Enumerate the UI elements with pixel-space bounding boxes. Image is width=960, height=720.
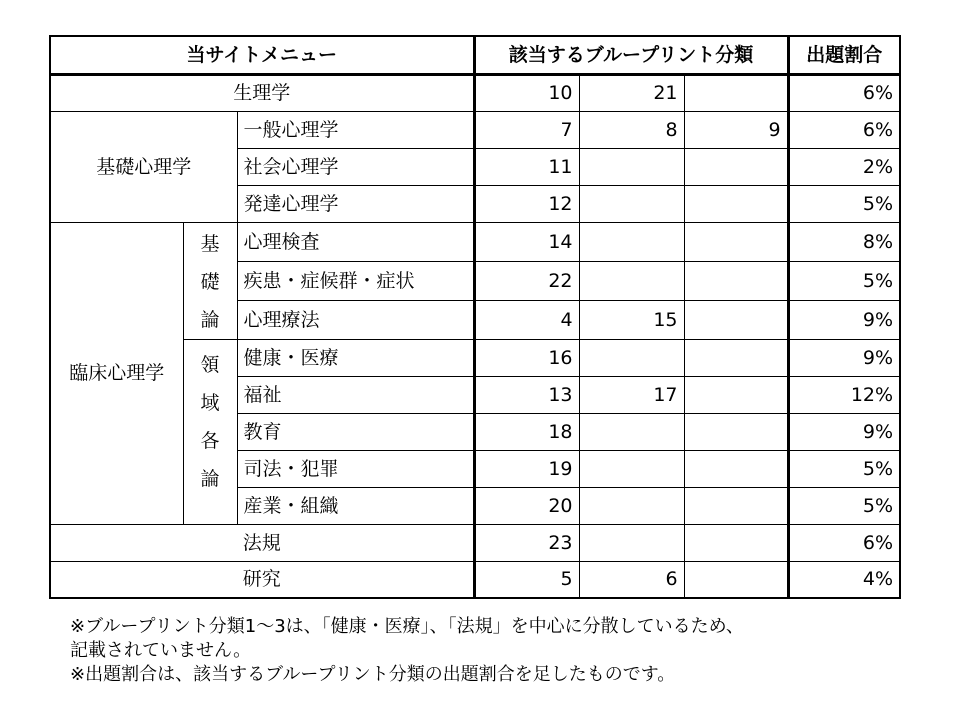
bp-cell bbox=[579, 487, 684, 524]
bp-cell bbox=[684, 561, 788, 598]
row-label: 研究 bbox=[50, 561, 474, 598]
row-label: 一般心理学 bbox=[237, 111, 474, 148]
bp-cell: 23 bbox=[474, 524, 579, 561]
table-row bbox=[50, 222, 900, 261]
ratio-cell: 5% bbox=[788, 185, 900, 222]
table-row bbox=[50, 111, 900, 148]
bp-cell: 19 bbox=[474, 450, 579, 487]
bp-cell bbox=[684, 222, 788, 261]
row-label: 心理検査 bbox=[237, 222, 474, 261]
bp-cell: 7 bbox=[474, 111, 579, 148]
footnote-line: ※出題割合は、該当するブループリント分類の出題割合を足したものです。 bbox=[70, 664, 676, 685]
row-label: 教育 bbox=[237, 413, 474, 450]
bp-cell bbox=[579, 450, 684, 487]
bp-cell: 10 bbox=[474, 74, 579, 111]
row-label: 司法・犯罪 bbox=[237, 450, 474, 487]
blueprint-table-container bbox=[49, 35, 899, 599]
bp-cell bbox=[684, 413, 788, 450]
bp-cell bbox=[684, 524, 788, 561]
footnote-line: ※ブループリント分類1～3は、「健康・医療」、「法規」を中心に分散しているため、 bbox=[70, 616, 744, 637]
subgroup-char: 論 bbox=[200, 308, 220, 331]
bp-cell: 16 bbox=[474, 339, 579, 376]
ratio-cell: 8% bbox=[788, 222, 900, 261]
ratio-cell: 5% bbox=[788, 487, 900, 524]
bp-cell: 4 bbox=[474, 300, 579, 339]
table-row bbox=[50, 524, 900, 561]
header-blueprint: 該当するブループリント分類 bbox=[474, 36, 788, 74]
bp-cell bbox=[684, 376, 788, 413]
subgroup-char: 論 bbox=[200, 467, 220, 490]
ratio-cell: 6% bbox=[788, 111, 900, 148]
header-menu: 当サイトメニュー bbox=[50, 36, 474, 74]
bp-cell: 11 bbox=[474, 148, 579, 185]
ratio-cell: 9% bbox=[788, 300, 900, 339]
ratio-cell: 12% bbox=[788, 376, 900, 413]
bp-cell bbox=[579, 185, 684, 222]
subgroup-char: 領 bbox=[200, 353, 220, 376]
row-label: 疾患・症候群・症状 bbox=[237, 261, 474, 300]
bp-cell: 13 bbox=[474, 376, 579, 413]
bp-cell: 14 bbox=[474, 222, 579, 261]
row-label: 心理療法 bbox=[237, 300, 474, 339]
table-row bbox=[50, 561, 900, 598]
bp-cell: 15 bbox=[579, 300, 684, 339]
ratio-cell: 5% bbox=[788, 450, 900, 487]
subgroup-char: 各 bbox=[200, 429, 220, 452]
bp-cell bbox=[684, 261, 788, 300]
bp-cell bbox=[579, 413, 684, 450]
ratio-cell: 9% bbox=[788, 413, 900, 450]
row-label: 生理学 bbox=[50, 74, 474, 111]
bp-cell: 9 bbox=[684, 111, 788, 148]
subgroup-label-ryoiki bbox=[183, 339, 237, 524]
bp-cell bbox=[579, 524, 684, 561]
ratio-cell: 6% bbox=[788, 524, 900, 561]
ratio-cell: 6% bbox=[788, 74, 900, 111]
bp-cell: 12 bbox=[474, 185, 579, 222]
footnote-line: 記載されていません。 bbox=[70, 640, 252, 661]
ratio-cell: 4% bbox=[788, 561, 900, 598]
header-ratio: 出題割合 bbox=[788, 36, 900, 74]
bp-cell bbox=[684, 339, 788, 376]
bp-cell: 17 bbox=[579, 376, 684, 413]
bp-cell: 18 bbox=[474, 413, 579, 450]
ratio-cell: 9% bbox=[788, 339, 900, 376]
bp-cell bbox=[684, 300, 788, 339]
subgroup-label-kisoron bbox=[183, 222, 237, 339]
bp-cell bbox=[684, 185, 788, 222]
blueprint-table bbox=[49, 35, 901, 599]
bp-cell bbox=[684, 148, 788, 185]
row-label: 社会心理学 bbox=[237, 148, 474, 185]
subgroup-char: 礎 bbox=[200, 270, 220, 293]
bp-cell bbox=[579, 222, 684, 261]
row-label: 産業・組織 bbox=[237, 487, 474, 524]
subgroup-char: 域 bbox=[200, 391, 220, 414]
bp-cell bbox=[684, 450, 788, 487]
table-row bbox=[50, 74, 900, 111]
bp-cell bbox=[579, 261, 684, 300]
subgroup-char: 基 bbox=[200, 232, 220, 255]
ratio-cell: 5% bbox=[788, 261, 900, 300]
bp-cell: 8 bbox=[579, 111, 684, 148]
bp-cell: 6 bbox=[579, 561, 684, 598]
row-label: 福祉 bbox=[237, 376, 474, 413]
row-label: 健康・医療 bbox=[237, 339, 474, 376]
footnotes bbox=[70, 615, 930, 687]
bp-cell: 22 bbox=[474, 261, 579, 300]
row-label: 発達心理学 bbox=[237, 185, 474, 222]
bp-cell: 5 bbox=[474, 561, 579, 598]
table-header-row bbox=[50, 36, 900, 74]
row-label: 法規 bbox=[50, 524, 474, 561]
bp-cell bbox=[579, 339, 684, 376]
bp-cell bbox=[684, 487, 788, 524]
ratio-cell: 2% bbox=[788, 148, 900, 185]
bp-cell bbox=[579, 148, 684, 185]
bp-cell bbox=[684, 74, 788, 111]
bp-cell: 20 bbox=[474, 487, 579, 524]
group-label-rinsho: 臨床心理学 bbox=[50, 222, 183, 524]
group-label-kiso: 基礎心理学 bbox=[50, 111, 237, 222]
bp-cell: 21 bbox=[579, 74, 684, 111]
